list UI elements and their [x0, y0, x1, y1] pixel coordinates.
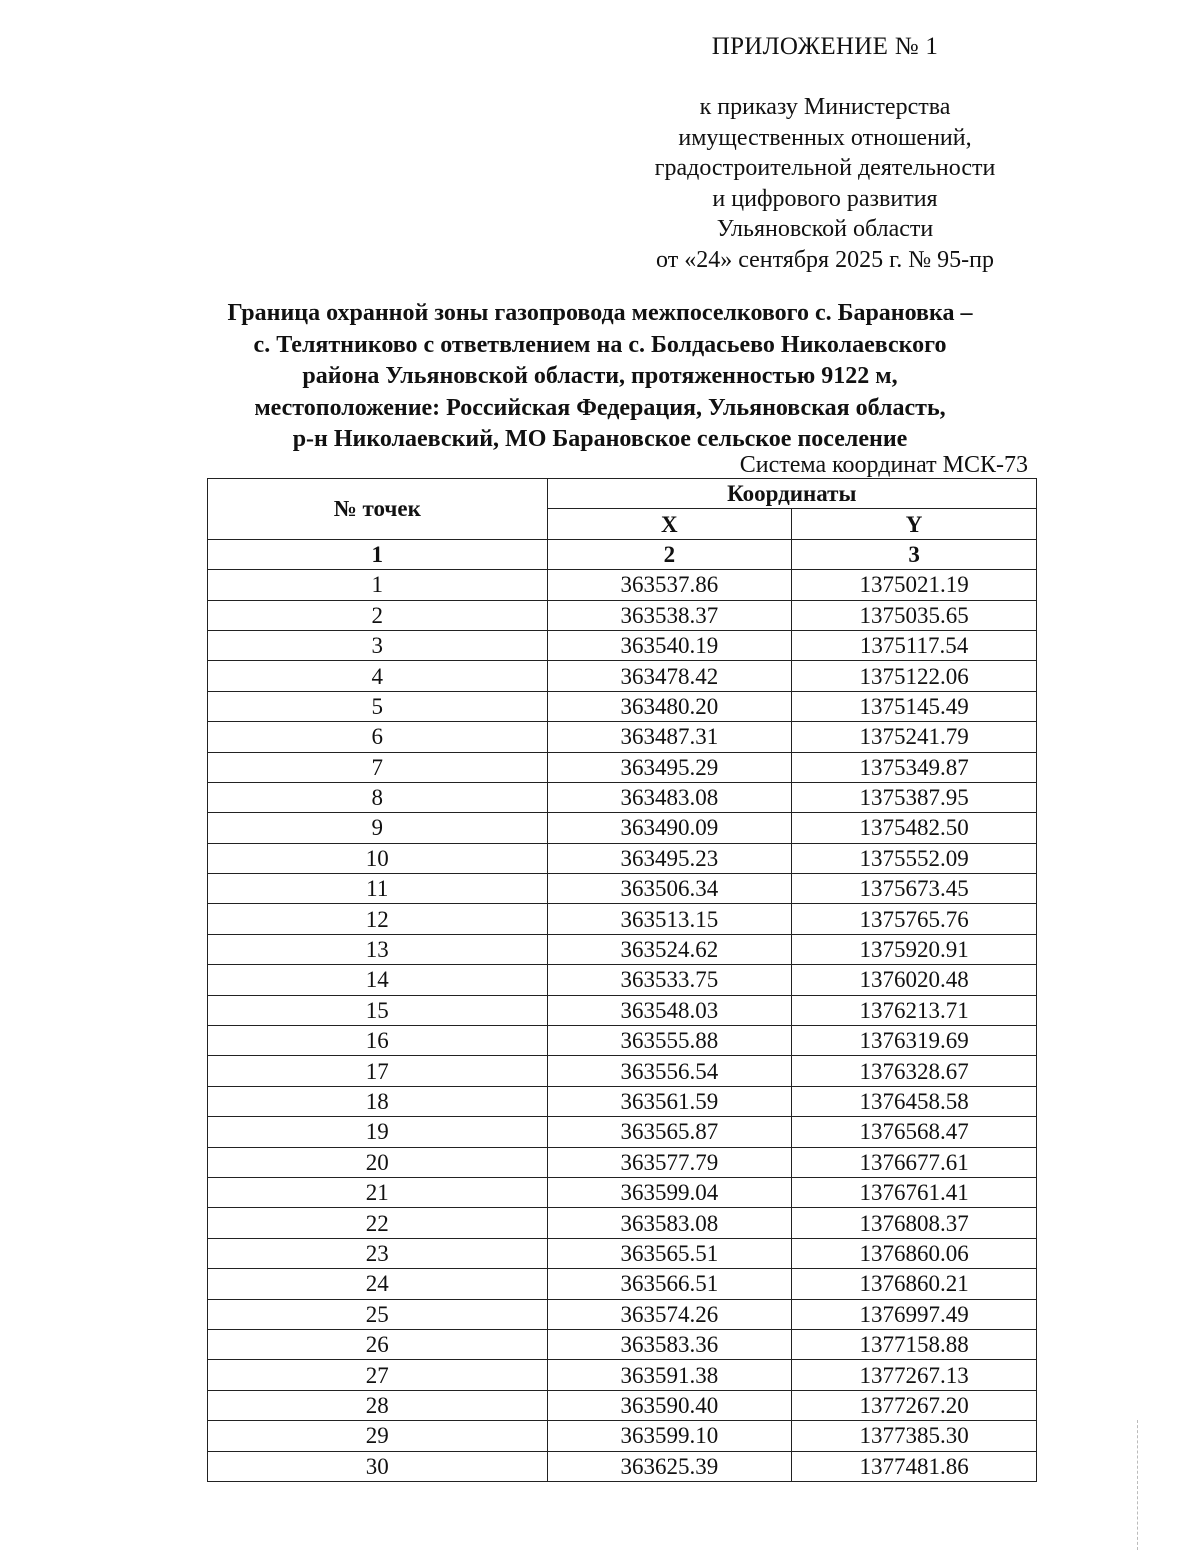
table-row: [208, 1117, 1037, 1147]
order-date-number: от «24» сентября 2025 г. № 95-пр: [656, 246, 994, 273]
y-coordinate-cell: 1376458.58: [792, 1086, 1037, 1116]
order-line: к приказу Министерства: [699, 94, 951, 120]
heading-line: района Ульяновской области, протяженностью 9122 м,: [302, 363, 898, 389]
point-number-cell: 4: [208, 661, 548, 691]
y-coordinate-cell: 1375552.09: [792, 843, 1037, 873]
x-coordinate-cell: 363565.87: [547, 1117, 792, 1147]
y-coordinate-cell: 1375241.79: [792, 722, 1037, 752]
scan-edge-mark: [1137, 1420, 1139, 1550]
column-number: 3: [792, 539, 1037, 569]
y-coordinate-cell: 1376761.41: [792, 1177, 1037, 1207]
y-coordinate-cell: 1377267.20: [792, 1390, 1037, 1420]
point-number-cell: 12: [208, 904, 548, 934]
heading-line: местоположение: Российская Федерация, Ульяновская область,: [254, 394, 946, 421]
table-row: [208, 722, 1037, 752]
point-number-cell: 19: [208, 1117, 548, 1147]
y-coordinate-cell: 1375482.50: [792, 813, 1037, 843]
y-coordinate-cell: 1377267.13: [792, 1360, 1037, 1390]
x-coordinate-cell: 363540.19: [547, 630, 792, 660]
y-coordinate-cell: 1375117.54: [792, 630, 1037, 660]
column-number: 2: [547, 539, 792, 569]
y-coordinate-cell: 1376860.21: [792, 1269, 1037, 1299]
table-row: [208, 1208, 1037, 1238]
point-number-cell: 15: [208, 995, 548, 1025]
order-line: Ульяновской области: [716, 216, 934, 242]
table-row: [208, 1026, 1037, 1056]
column-number-row: [208, 539, 1037, 569]
x-coordinate-cell: 363524.62: [547, 934, 792, 964]
table-row: [208, 1269, 1037, 1299]
table-row: [208, 1238, 1037, 1268]
x-column-header: X: [547, 509, 792, 539]
x-coordinate-cell: 363513.15: [547, 904, 792, 934]
point-number-cell: 30: [208, 1451, 548, 1481]
point-number-cell: 20: [208, 1147, 548, 1177]
x-coordinate-cell: 363565.51: [547, 1238, 792, 1268]
x-coordinate-cell: 363480.20: [547, 691, 792, 721]
y-coordinate-cell: 1375920.91: [792, 934, 1037, 964]
point-number-cell: 6: [208, 722, 548, 752]
coordinates-table-body: [208, 570, 1037, 1482]
point-number-cell: 23: [208, 1238, 548, 1268]
point-number-cell: 5: [208, 691, 548, 721]
point-number-cell: 21: [208, 1177, 548, 1207]
point-number-cell: 2: [208, 600, 548, 630]
table-row: [208, 995, 1037, 1025]
y-coordinate-cell: 1375673.45: [792, 874, 1037, 904]
y-coordinate-cell: 1376328.67: [792, 1056, 1037, 1086]
table-row: [208, 1421, 1037, 1451]
x-coordinate-cell: 363566.51: [547, 1269, 792, 1299]
x-coordinate-cell: 363625.39: [547, 1451, 792, 1481]
order-line: и цифрового развития: [712, 185, 938, 212]
coordinates-table: [207, 478, 1037, 1482]
y-coordinate-cell: 1375145.49: [792, 691, 1037, 721]
point-number-cell: 13: [208, 934, 548, 964]
x-coordinate-cell: 363599.04: [547, 1177, 792, 1207]
y-coordinate-cell: 1375349.87: [792, 752, 1037, 782]
table-row: [208, 600, 1037, 630]
x-coordinate-cell: 363590.40: [547, 1390, 792, 1420]
table-row: [208, 1360, 1037, 1390]
x-coordinate-cell: 363490.09: [547, 813, 792, 843]
x-coordinate-cell: 363495.23: [547, 843, 792, 873]
table-row: [208, 1329, 1037, 1359]
y-coordinate-cell: 1377385.30: [792, 1421, 1037, 1451]
table-row: [208, 1390, 1037, 1420]
point-number-cell: 26: [208, 1329, 548, 1359]
y-coordinate-cell: 1376677.61: [792, 1147, 1037, 1177]
table-row: [208, 782, 1037, 812]
x-coordinate-cell: 363533.75: [547, 965, 792, 995]
point-number-cell: 22: [208, 1208, 548, 1238]
point-number-cell: 9: [208, 813, 548, 843]
x-coordinate-cell: 363483.08: [547, 782, 792, 812]
table-header-row: [208, 479, 1037, 509]
table-row: [208, 1177, 1037, 1207]
table-row: [208, 1451, 1037, 1481]
appendix-title: ПРИЛОЖЕНИЕ № 1: [711, 33, 939, 60]
table-row: [208, 570, 1037, 600]
coordinates-column-header: Координаты: [547, 479, 1037, 509]
point-number-cell: 18: [208, 1086, 548, 1116]
heading-line: Граница охранной зоны газопровода межпоселкового с. Барановка –: [227, 300, 973, 326]
x-coordinate-cell: 363599.10: [547, 1421, 792, 1451]
coordinate-system-label: Система координат МСК-73: [739, 452, 1028, 478]
y-coordinate-cell: 1375035.65: [792, 600, 1037, 630]
y-coordinate-cell: 1376020.48: [792, 965, 1037, 995]
points-column-header: № точек: [208, 479, 548, 540]
y-coordinate-cell: 1375387.95: [792, 782, 1037, 812]
heading-line: р-н Николаевский, МО Барановское сельское поселение: [292, 426, 908, 452]
column-number: 1: [208, 539, 548, 569]
y-coordinate-cell: 1375765.76: [792, 904, 1037, 934]
table-row: [208, 1056, 1037, 1086]
x-coordinate-cell: 363478.42: [547, 661, 792, 691]
table-row: [208, 843, 1037, 873]
point-number-cell: 1: [208, 570, 548, 600]
table-row: [208, 1086, 1037, 1116]
point-number-cell: 25: [208, 1299, 548, 1329]
x-coordinate-cell: 363538.37: [547, 600, 792, 630]
y-coordinate-cell: 1377481.86: [792, 1451, 1037, 1481]
point-number-cell: 7: [208, 752, 548, 782]
y-coordinate-cell: 1377158.88: [792, 1329, 1037, 1359]
point-number-cell: 8: [208, 782, 548, 812]
table-row: [208, 934, 1037, 964]
point-number-cell: 10: [208, 843, 548, 873]
document-heading: [180, 298, 1020, 456]
point-number-cell: 14: [208, 965, 548, 995]
y-coordinate-cell: 1376860.06: [792, 1238, 1037, 1268]
order-line: градостроительной деятельности: [654, 155, 996, 181]
table-row: [208, 813, 1037, 843]
point-number-cell: 16: [208, 1026, 548, 1056]
point-number-cell: 24: [208, 1269, 548, 1299]
x-coordinate-cell: 363537.86: [547, 570, 792, 600]
table-row: [208, 661, 1037, 691]
x-coordinate-cell: 363591.38: [547, 1360, 792, 1390]
x-coordinate-cell: 363577.79: [547, 1147, 792, 1177]
y-coordinate-cell: 1376319.69: [792, 1026, 1037, 1056]
x-coordinate-cell: 363548.03: [547, 995, 792, 1025]
x-coordinate-cell: 363506.34: [547, 874, 792, 904]
table-row: [208, 965, 1037, 995]
y-coordinate-cell: 1376997.49: [792, 1299, 1037, 1329]
point-number-cell: 29: [208, 1421, 548, 1451]
table-row: [208, 752, 1037, 782]
table-row: [208, 1299, 1037, 1329]
y-coordinate-cell: 1375122.06: [792, 661, 1037, 691]
point-number-cell: 11: [208, 874, 548, 904]
x-coordinate-cell: 363561.59: [547, 1086, 792, 1116]
table-row: [208, 904, 1037, 934]
y-column-header: Y: [792, 509, 1037, 539]
table-row: [208, 630, 1037, 660]
x-coordinate-cell: 363487.31: [547, 722, 792, 752]
y-coordinate-cell: 1376808.37: [792, 1208, 1037, 1238]
x-coordinate-cell: 363495.29: [547, 752, 792, 782]
point-number-cell: 28: [208, 1390, 548, 1420]
x-coordinate-cell: 363555.88: [547, 1026, 792, 1056]
point-number-cell: 3: [208, 630, 548, 660]
order-reference: [615, 92, 1035, 275]
y-coordinate-cell: 1376213.71: [792, 995, 1037, 1025]
heading-line: с. Телятниково с ответвлением на с. Болдасьево Николаевского: [253, 331, 947, 358]
y-coordinate-cell: 1376568.47: [792, 1117, 1037, 1147]
order-line: имущественных отношений,: [678, 124, 972, 151]
table-row: [208, 1147, 1037, 1177]
point-number-cell: 17: [208, 1056, 548, 1086]
table-row: [208, 874, 1037, 904]
table-row: [208, 691, 1037, 721]
x-coordinate-cell: 363574.26: [547, 1299, 792, 1329]
x-coordinate-cell: 363556.54: [547, 1056, 792, 1086]
y-coordinate-cell: 1375021.19: [792, 570, 1037, 600]
x-coordinate-cell: 363583.36: [547, 1329, 792, 1359]
x-coordinate-cell: 363583.08: [547, 1208, 792, 1238]
point-number-cell: 27: [208, 1360, 548, 1390]
